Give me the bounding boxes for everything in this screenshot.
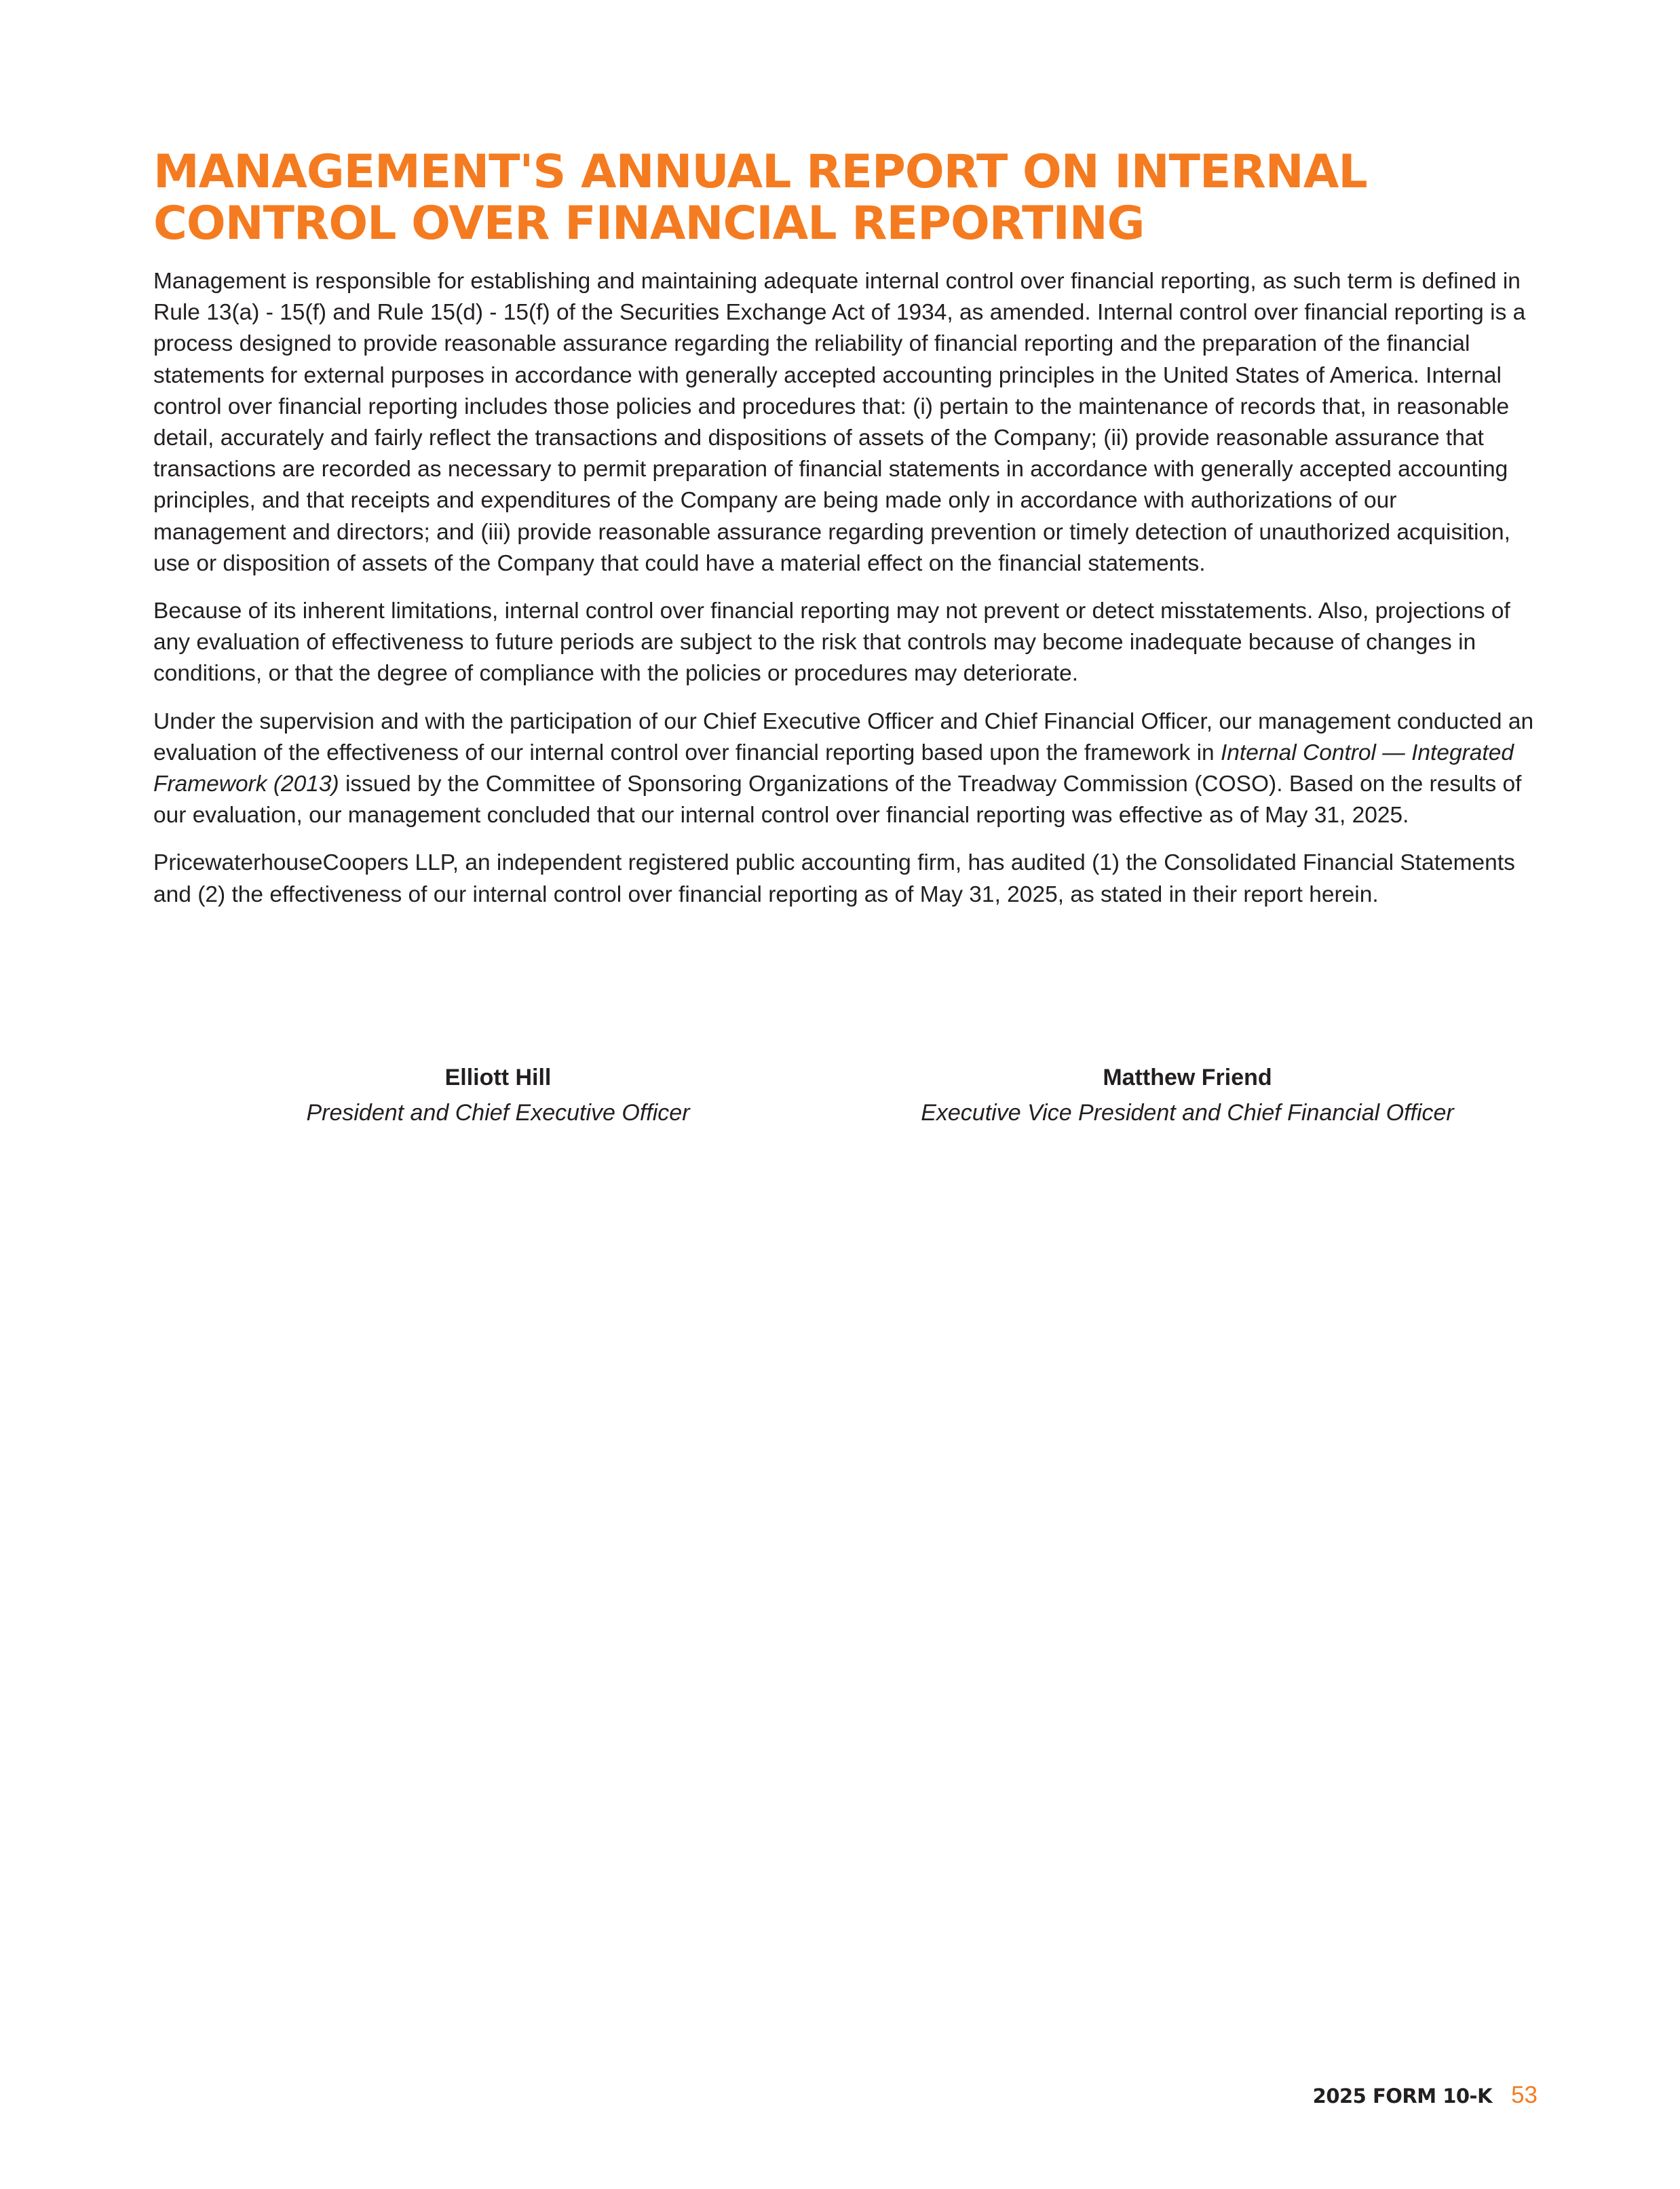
report-body bbox=[153, 266, 1534, 927]
page-title: MANAGEMENT'S ANNUAL REPORT ON INTERNAL CONTROL OVER FINANCIAL REPORTING bbox=[153, 145, 1367, 250]
paragraph-auditor: PricewaterhouseCoopers LLP, an independent registered public accounting firm, has audited (1) the Consolidated Financial Statements and (2) the effectiveness of our internal control over financial reporting as of May 31, 2025, as stated in their report herein. bbox=[153, 850, 1515, 907]
signer-title: Executive Vice President and Chief Financial Officer bbox=[921, 1100, 1454, 1126]
paragraph-responsibility: Management is responsible for establishing and maintaining adequate internal control over financial reporting, as such term is defined in Rule 13(a) - 15(f) and Rule 15(d) - 15(f) of the Securities Exchange Act of 1934, as amended. Internal control over financial reporting is a process designed to provide reasonable assurance regarding the reliability of financial reporting and the preparation of the financial statements for external purposes in accordance with generally accepted accounting principles in the United States of America. Internal control over financial reporting includes those policies and procedures that: (i) pertain to the maintenance of records that, in reasonable detail, accurately and fairly reflect the transactions and dispositions of assets of the Company; (ii) provide reasonable assurance that transactions are recorded as necessary to permit preparation of financial statements in accordance with generally accepted accounting principles, and that receipts and expenditures of the Company are being made only in accordance with authorizations of our management and directors; and (iii) provide reasonable assurance regarding prevention or timely detection of unauthorized acquisition, use or disposition of assets of the Company that could have a material effect on the financial statements. bbox=[153, 269, 1526, 576]
paragraph-evaluation bbox=[153, 706, 1534, 832]
signature-cfo bbox=[843, 1060, 1532, 1130]
framework-title: Internal Control — Integrated Framework (2013) bbox=[153, 740, 1514, 797]
signer-name: Matthew Friend bbox=[1103, 1065, 1272, 1090]
signature-ceo bbox=[153, 1060, 843, 1130]
signer-title: President and Chief Executive Officer bbox=[306, 1100, 690, 1126]
signer-name: Elliott Hill bbox=[444, 1065, 552, 1090]
footer-form-label: 2025 FORM 10-K bbox=[1312, 2085, 1493, 2108]
signature-block bbox=[0, 1060, 1680, 1141]
paragraph-evaluation-start: Under the supervision and with the participation of our Chief Executive Officer and Chief Financial Officer, our management conducted an evaluation of the effectiveness of our internal control over financial reporting based upon the framework in bbox=[153, 708, 1534, 765]
page-number: 53 bbox=[1511, 2082, 1538, 2108]
paragraph-evaluation-end: issued by the Committee of Sponsoring Organizations of the Treadway Commission (COSO). Based on the results of our evaluation, our management concluded that our internal control over financial reporting was effective as of May 31, 2025. bbox=[153, 772, 1522, 829]
page-footer bbox=[1313, 2082, 1538, 2109]
paragraph-limitations: Because of its inherent limitations, internal control over financial reporting may not prevent or detect misstatements. Also, projections of any evaluation of effectiveness to future periods are subject to the risk that controls may become inadequate because of changes in conditions, or that the degree of compliance with the policies or procedures may deteriorate. bbox=[153, 598, 1510, 687]
